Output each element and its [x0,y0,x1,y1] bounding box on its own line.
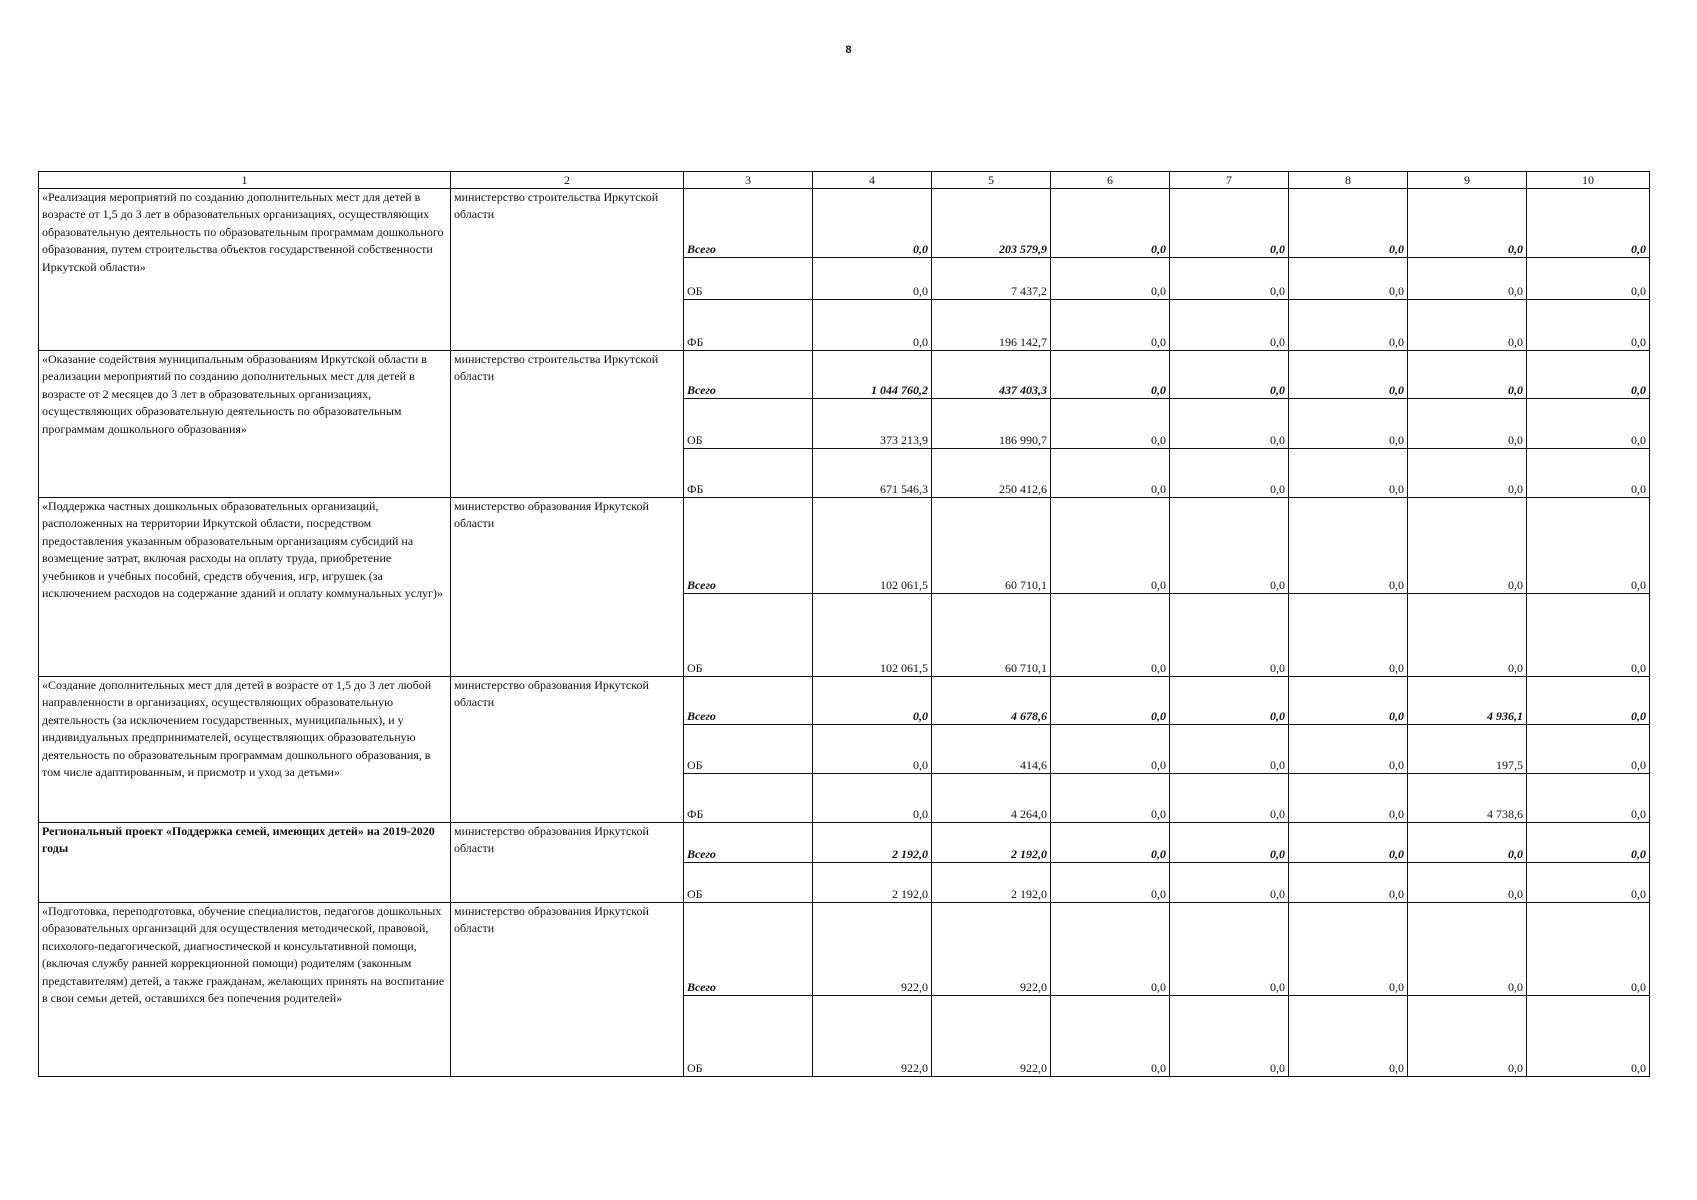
value-cell: 671 546,3 [813,449,932,498]
funding-source: ФБ [684,300,813,351]
column-header-5: 5 [932,172,1051,189]
value-cell: 922,0 [813,903,932,996]
executor: министерство строительства Иркутской области [451,189,684,351]
value-cell: 0,0 [1170,351,1289,399]
value-cell: 0,0 [1289,258,1408,300]
column-header-3: 3 [684,172,813,189]
value-cell: 4 678,6 [932,677,1051,725]
funding-source: Всего [684,351,813,399]
value-cell: 922,0 [813,996,932,1077]
value-cell: 0,0 [1408,449,1527,498]
value-cell: 0,0 [813,189,932,258]
value-cell: 0,0 [1051,996,1170,1077]
value-cell: 0,0 [1170,863,1289,903]
value-cell: 0,0 [1527,774,1650,823]
funding-source: ОБ [684,258,813,300]
value-cell: 0,0 [1170,903,1289,996]
project-name: Региональный проект «Поддержка семей, имеющих детей» на 2019-2020 годы [39,823,451,903]
value-cell: 0,0 [813,677,932,725]
column-header-9: 9 [1408,172,1527,189]
value-cell: 0,0 [1408,399,1527,449]
value-cell: 60 710,1 [932,498,1051,594]
value-cell: 0,0 [1170,823,1289,863]
value-cell: 2 192,0 [813,863,932,903]
value-cell: 0,0 [1170,725,1289,774]
table-row [39,677,1650,725]
value-cell: 437 403,3 [932,351,1051,399]
value-cell: 0,0 [1527,189,1650,258]
value-cell: 0,0 [1170,300,1289,351]
value-cell: 0,0 [1527,399,1650,449]
value-cell: 0,0 [1527,449,1650,498]
value-cell: 196 142,7 [932,300,1051,351]
value-cell: 922,0 [932,903,1051,996]
value-cell: 2 192,0 [813,823,932,863]
column-header-7: 7 [1170,172,1289,189]
column-header-10: 10 [1527,172,1650,189]
funding-source: ОБ [684,863,813,903]
value-cell: 102 061,5 [813,498,932,594]
value-cell: 0,0 [1051,258,1170,300]
value-cell: 0,0 [1289,189,1408,258]
value-cell: 7 437,2 [932,258,1051,300]
value-cell: 0,0 [1289,725,1408,774]
value-cell: 0,0 [813,725,932,774]
activity-name: «Подготовка, переподготовка, обучение специалистов, педагогов дошкольных образовательных организаций для осуществления методической, правовой, психолого-педагогической, диагностической и консультативной помощи, (включая службу ранней коррекционной помощи) родителям (законным представителям) детей, а также гражданам, желающих принять на воспитание в свои семьи детей, оставшихся без попечения родителей» [39,903,451,1077]
value-cell: 197,5 [1408,725,1527,774]
funding-source: ОБ [684,399,813,449]
page-number: 8 [845,44,852,56]
value-cell: 0,0 [1527,594,1650,677]
value-cell: 922,0 [932,996,1051,1077]
value-cell: 0,0 [1170,189,1289,258]
value-cell: 0,0 [1289,774,1408,823]
value-cell: 60 710,1 [932,594,1051,677]
value-cell: 0,0 [1289,351,1408,399]
value-cell: 0,0 [813,300,932,351]
value-cell: 0,0 [1170,498,1289,594]
value-cell: 0,0 [1051,300,1170,351]
table-row [39,823,1650,863]
value-cell: 0,0 [1051,351,1170,399]
value-cell: 0,0 [1408,300,1527,351]
value-cell: 0,0 [1527,351,1650,399]
value-cell: 373 213,9 [813,399,932,449]
value-cell: 0,0 [1170,677,1289,725]
value-cell: 0,0 [1289,300,1408,351]
value-cell: 0,0 [1051,823,1170,863]
funding-source: ФБ [684,449,813,498]
activity-name: «Создание дополнительных мест для детей в возрасте от 1,5 до 3 лет любой направленности в организациях, осуществляющих образовательную деятельность (за исключением государственных, муниципальных), и у индивидуальных предпринимателей, осуществляющих образовательную деятельность по образовательным программам дошкольного образования, в том числе адаптированным, и присмотр и уход за детьми» [39,677,451,823]
value-cell: 0,0 [1527,863,1650,903]
value-cell: 4 264,0 [932,774,1051,823]
value-cell: 0,0 [1527,677,1650,725]
funding-source: Всего [684,498,813,594]
value-cell: 0,0 [1289,996,1408,1077]
funding-source: Всего [684,677,813,725]
funding-source: ОБ [684,996,813,1077]
funding-source: ОБ [684,725,813,774]
value-cell: 0,0 [1051,498,1170,594]
column-header-2: 2 [451,172,684,189]
value-cell: 0,0 [1527,996,1650,1077]
value-cell: 0,0 [1051,774,1170,823]
column-header-8: 8 [1289,172,1408,189]
value-cell: 0,0 [1170,996,1289,1077]
table-row [39,189,1650,258]
value-cell: 0,0 [1289,498,1408,594]
value-cell: 0,0 [1408,823,1527,863]
table-row [39,498,1650,594]
executor: министерство образования Иркутской области [451,903,684,1077]
column-header-6: 6 [1051,172,1170,189]
activity-name: «Оказание содействия муниципальным образованиям Иркутской области в реализации мероприятий по созданию дополнительных мест для детей в возрасте от 2 месяцев до 3 лет в образовательных организациях, осуществляющих образовательную деятельность по образовательным программам дошкольного образования» [39,351,451,498]
value-cell: 0,0 [1051,863,1170,903]
activity-name: «Реализация мероприятий по созданию дополнительных мест для детей в возрасте от 1,5 до 3 лет в образовательных организациях, осуществляющих образовательную деятельность по образовательным программам дошкольного образования, путем строительства объектов государственной собственности Иркутской области» [39,189,451,351]
value-cell: 2 192,0 [932,863,1051,903]
funding-source: ОБ [684,594,813,677]
value-cell: 0,0 [1051,449,1170,498]
value-cell: 4 936,1 [1408,677,1527,725]
value-cell: 0,0 [1170,449,1289,498]
value-cell: 186 990,7 [932,399,1051,449]
value-cell: 0,0 [1289,449,1408,498]
value-cell: 0,0 [1289,594,1408,677]
executor: министерство строительства Иркутской области [451,351,684,498]
value-cell: 0,0 [1408,594,1527,677]
value-cell: 0,0 [1527,903,1650,996]
value-cell: 0,0 [813,258,932,300]
value-cell: 0,0 [1170,774,1289,823]
value-cell: 0,0 [1051,725,1170,774]
value-cell: 0,0 [1527,300,1650,351]
value-cell: 0,0 [1408,863,1527,903]
value-cell: 0,0 [1289,399,1408,449]
value-cell: 0,0 [1527,725,1650,774]
value-cell: 4 738,6 [1408,774,1527,823]
value-cell: 414,6 [932,725,1051,774]
value-cell: 0,0 [1051,903,1170,996]
value-cell: 0,0 [1408,351,1527,399]
value-cell: 0,0 [1408,903,1527,996]
value-cell: 0,0 [1051,399,1170,449]
value-cell: 0,0 [1051,594,1170,677]
value-cell: 203 579,9 [932,189,1051,258]
value-cell: 0,0 [1289,903,1408,996]
value-cell: 2 192,0 [932,823,1051,863]
funding-source: Всего [684,903,813,996]
value-cell: 250 412,6 [932,449,1051,498]
executor: министерство образования Иркутской области [451,823,684,903]
value-cell: 0,0 [1408,258,1527,300]
value-cell: 0,0 [813,774,932,823]
value-cell: 1 044 760,2 [813,351,932,399]
value-cell: 0,0 [1051,677,1170,725]
column-header-4: 4 [813,172,932,189]
value-cell: 0,0 [1289,823,1408,863]
value-cell: 0,0 [1527,258,1650,300]
value-cell: 0,0 [1408,498,1527,594]
budget-table [38,171,1650,1077]
value-cell: 102 061,5 [813,594,932,677]
executor: министерство образования Иркутской области [451,498,684,677]
value-cell: 0,0 [1527,498,1650,594]
value-cell: 0,0 [1289,863,1408,903]
value-cell: 0,0 [1289,677,1408,725]
funding-source: Всего [684,823,813,863]
activity-name: «Поддержка частных дошкольных образовательных организаций, расположенных на территории Иркутской области, посредством предоставления указанным образовательным организациям субсидий на возмещение затрат, включая расходы на оплату труда, приобретение учебников и учебных пособий, средств обучения, игр, игрушек (за исключением расходов на содержание зданий и оплату коммунальных услуг)» [39,498,451,677]
value-cell: 0,0 [1170,258,1289,300]
funding-source: Всего [684,189,813,258]
value-cell: 0,0 [1051,189,1170,258]
value-cell: 0,0 [1170,594,1289,677]
column-header-1: 1 [39,172,451,189]
header-row [39,172,1650,189]
executor: министерство образования Иркутской области [451,677,684,823]
value-cell: 0,0 [1408,189,1527,258]
value-cell: 0,0 [1170,399,1289,449]
value-cell: 0,0 [1527,823,1650,863]
table-row [39,903,1650,996]
value-cell: 0,0 [1408,996,1527,1077]
funding-source: ФБ [684,774,813,823]
table-row [39,351,1650,399]
